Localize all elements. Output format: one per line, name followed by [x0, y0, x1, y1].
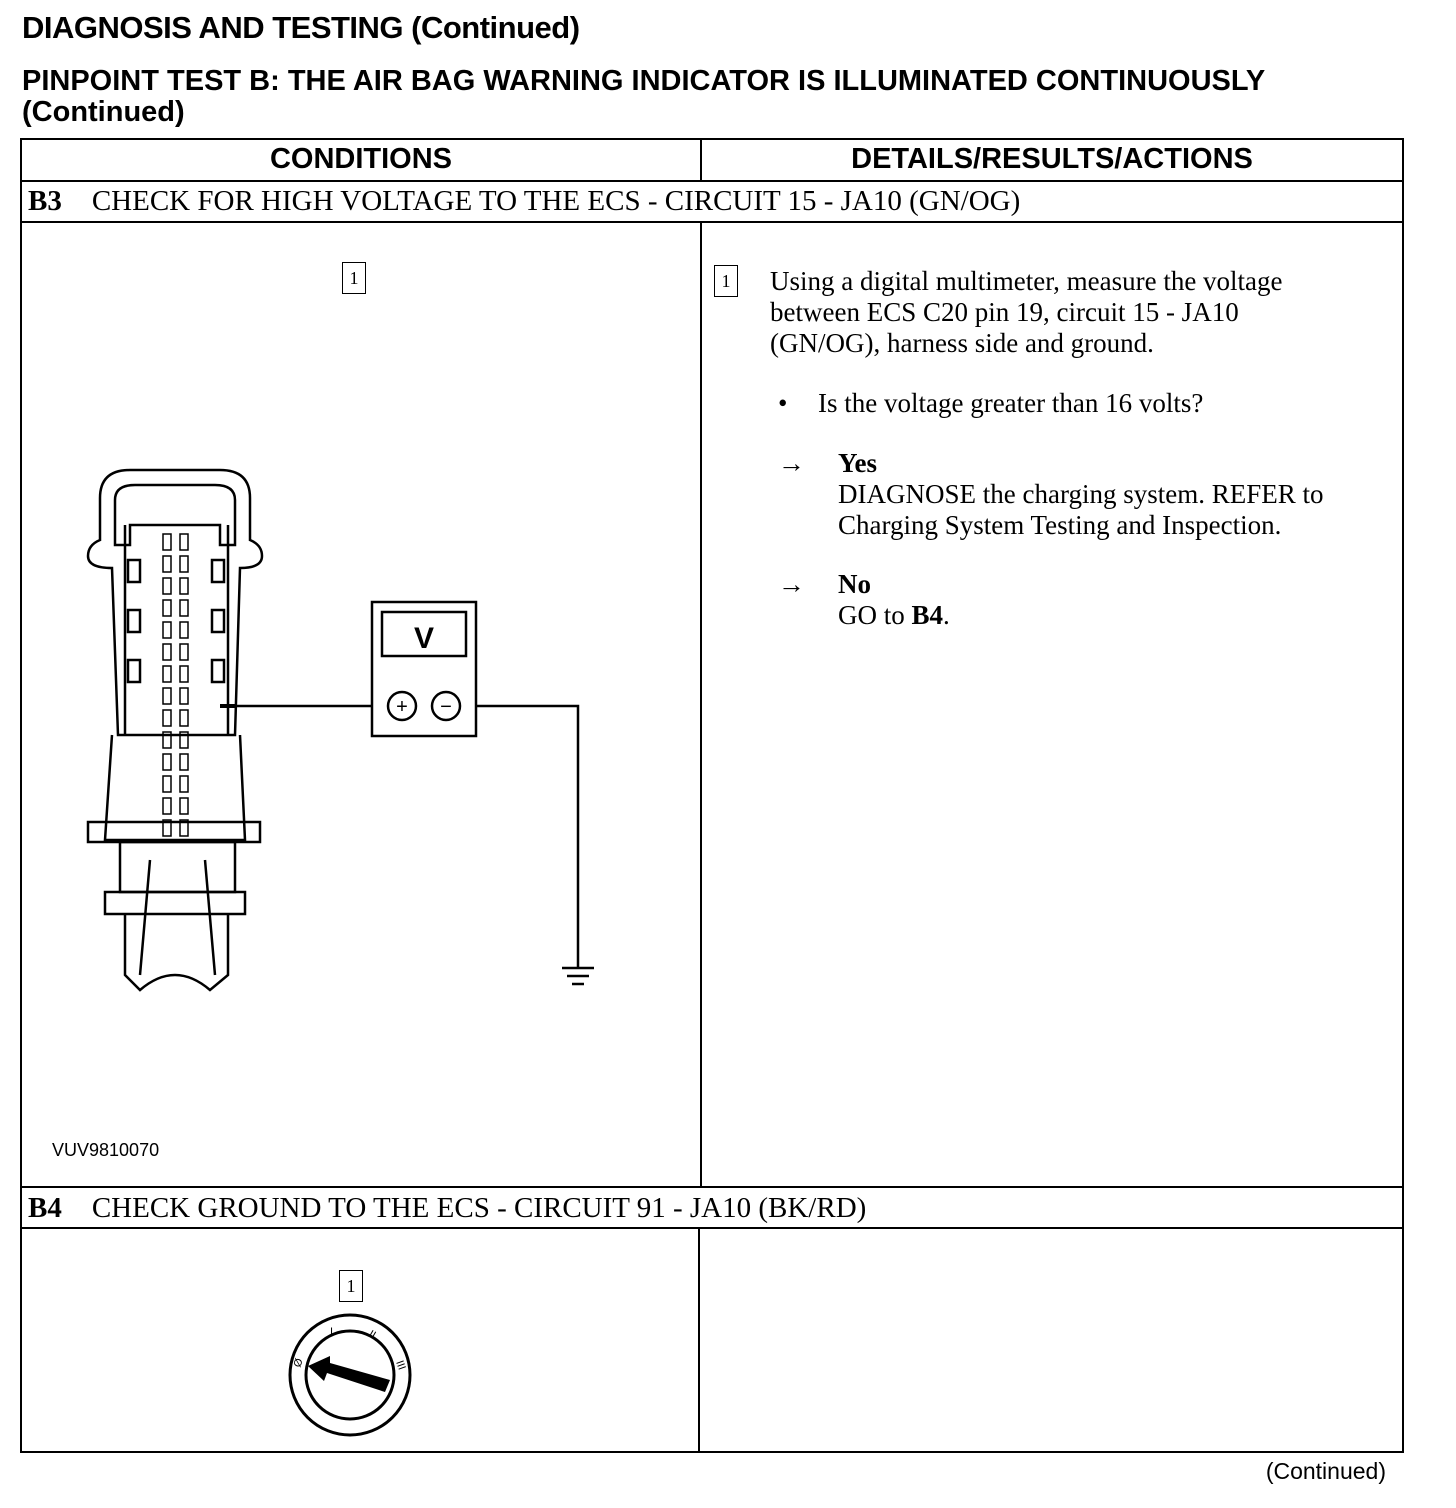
switch-position-2: II [366, 1328, 378, 1342]
positive-terminal-label: + [396, 696, 408, 718]
no-action [838, 600, 950, 631]
table-border-top [20, 138, 1404, 140]
pinpoint-test-title [22, 66, 1422, 128]
step-title: CHECK FOR HIGH VOLTAGE TO THE ECS - CIRCUIT 15 - JA10 (GN/OG) [91, 185, 1021, 217]
figure-step-marker: 1 [339, 1270, 363, 1302]
ignition-switch-diagram [280, 1310, 430, 1440]
yes-label: Yes [838, 448, 877, 478]
step-id: B3 [28, 185, 62, 217]
yes-action-line: Charging System Testing and Inspection. [838, 510, 1282, 540]
instruction-line: between ECS C20 pin 19, circuit 15 - JA10 [770, 297, 1239, 327]
yes-action-line: DIAGNOSE the charging system. REFER to [838, 479, 1324, 509]
figure-reference-code: VUV9810070 [52, 1140, 160, 1160]
continued-footer: (Continued) [1265, 1458, 1386, 1484]
section-header: DIAGNOSIS AND TESTING (Continued) [22, 10, 580, 45]
yes-arrow: → [778, 448, 805, 478]
no-label: No [838, 569, 871, 599]
table-rule [20, 1186, 1404, 1188]
question-bullet: • [778, 388, 788, 418]
column-divider [698, 1227, 700, 1453]
switch-position-3: III [393, 1358, 408, 1372]
instruction-line: (GN/OG), harness side and ground. [770, 328, 1154, 358]
no-arrow: → [778, 569, 805, 599]
step-b3-title-row [28, 185, 1020, 218]
detail-step-marker: 1 [714, 265, 738, 297]
yes-result [838, 448, 1323, 541]
connector-pins [163, 534, 188, 836]
table-border-left [20, 138, 22, 1453]
negative-terminal-label: − [440, 696, 452, 718]
table-border-bottom [20, 1451, 1404, 1453]
table-rule [20, 180, 1404, 182]
voltmeter-display-label: V [413, 622, 435, 655]
no-result [838, 569, 950, 631]
no-action-suffix: . [943, 600, 950, 630]
instruction-line: Using a digital multimeter, measure the voltage [770, 266, 1283, 296]
table-border-right [1402, 138, 1404, 1453]
step-title: CHECK GROUND TO THE ECS - CIRCUIT 91 - JA10 (BK/RD) [91, 1192, 867, 1224]
connector-voltmeter-diagram [60, 440, 660, 1020]
test-title-line2: (Continued) [22, 96, 185, 128]
table-rule [20, 1227, 1404, 1229]
column-header-conditions: CONDITIONS [269, 143, 453, 175]
switch-position-off: Ø [291, 1356, 306, 1370]
test-title-line1: PINPOINT TEST B: THE AIR BAG WARNING INDICATOR IS ILLUMINATED CONTINUOUSLY [22, 65, 1266, 97]
figure-step-marker: 1 [342, 262, 366, 294]
step-id: B4 [28, 1192, 62, 1224]
table-rule [20, 221, 1404, 223]
no-action-target: B4 [911, 600, 944, 630]
step-b4-title-row [28, 1192, 866, 1225]
question-text: Is the voltage greater than 16 volts? [818, 388, 1204, 418]
instruction-text [770, 266, 1283, 359]
key-pointer-icon [308, 1356, 390, 1392]
switch-position-1: I [330, 1326, 334, 1338]
column-header-details: DETAILS/RESULTS/ACTIONS [851, 143, 1253, 175]
no-action-prefix: GO to [838, 600, 912, 630]
column-divider [700, 221, 702, 1188]
